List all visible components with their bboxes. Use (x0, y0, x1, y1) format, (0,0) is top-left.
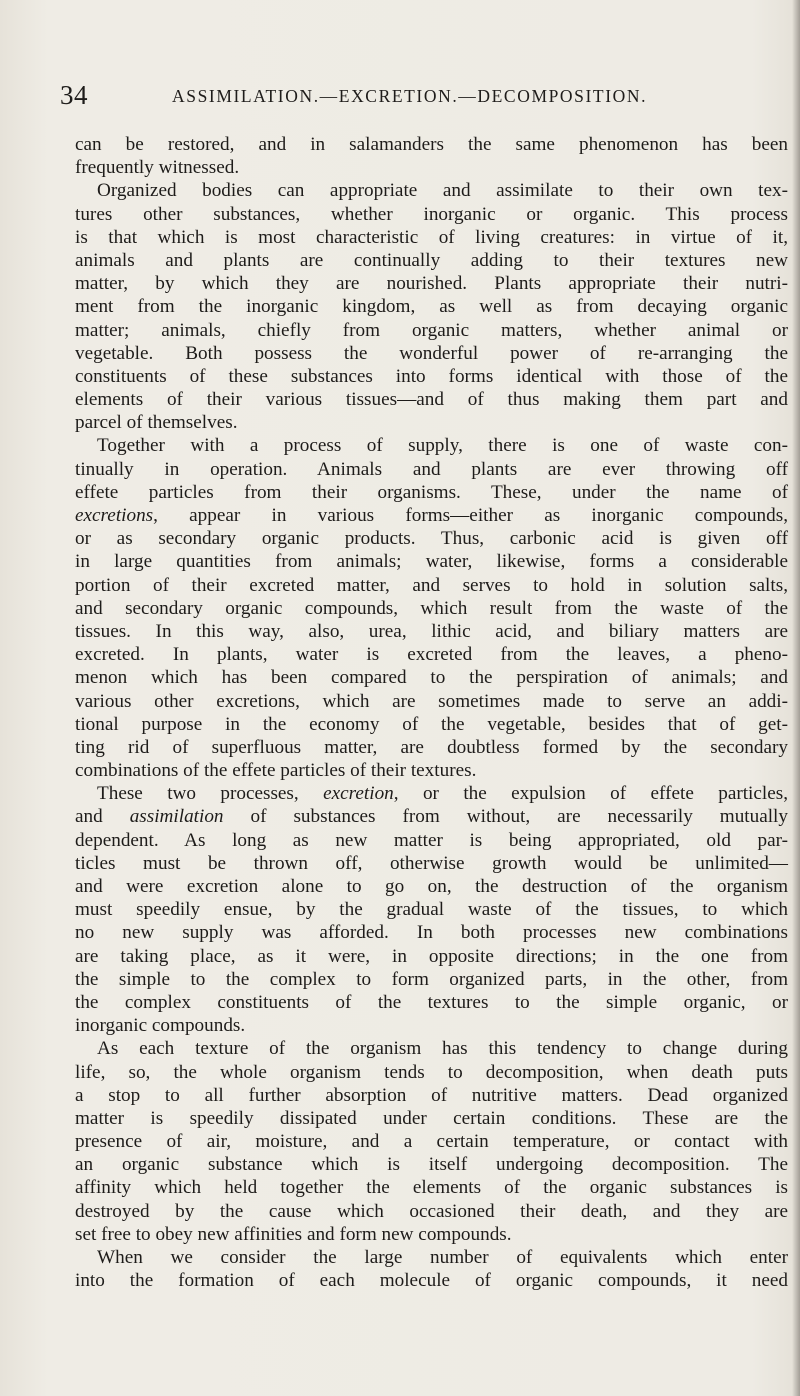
running-title: ASSIMILATION.—EXCRETION.—DECOMPOSITION. (172, 86, 648, 106)
text-line: an organic substance which is itself undergoing decomposition. The (75, 1154, 788, 1176)
text-line: tures other substances, whether inorganic or organic. This process (75, 203, 788, 225)
text-line: menon which has been compared to the perspiration of animals; and (75, 667, 788, 689)
text-segment: , appear in various forms—either as inorganic compounds, (153, 505, 788, 526)
text-line: life, so, the whole organism tends to decomposition, when death puts (75, 1061, 788, 1083)
text-line: combinations of the effete particles of their textures. (75, 760, 477, 782)
text-line: elements of their various tissues—and of thus making them part and (75, 389, 788, 411)
text-line: portion of their excreted matter, and serves to hold in solution salts, (75, 574, 788, 596)
text-line: vegetable. Both possess the wonderful power of re-arranging the (75, 342, 788, 364)
text-line: dependent. As long as new matter is being appropriated, old par- (75, 829, 788, 851)
text-line: destroyed by the cause which occasioned their death, and they are (75, 1200, 788, 1222)
page-number: 34 (60, 80, 88, 110)
text-line: tional purpose in the economy of the vegetable, besides that of get- (75, 713, 788, 735)
text-line: are taking place, as it were, in opposite directions; in the one from (75, 945, 788, 967)
italic-term: excretions (75, 505, 154, 526)
paragraph-first-line: Organized bodies can appropriate and assimilate to their own tex- (97, 180, 788, 202)
text-line: a stop to all further absorption of nutritive matters. Dead organized (75, 1084, 788, 1106)
text-line: and were excretion alone to go on, the destruction of the organism (75, 876, 788, 897)
text-line: ting rid of superfluous matter, are doubtless formed by the secondary (75, 736, 788, 758)
italic-term: excretion (323, 783, 394, 805)
text-line: matter, by which they are nourished. Plants appropriate their nutri- (75, 273, 788, 295)
text-line: inorganic compounds. (75, 1015, 246, 1037)
text-segment: and (75, 806, 130, 828)
paragraph-first-line (75, 782, 788, 805)
text-line: is that which is most characteristic of living creatures: in virtue of it, (75, 226, 788, 248)
text-line: parcel of themselves. (75, 412, 238, 434)
text-line: matter; animals, chiefly from organic matters, whether animal or (75, 319, 788, 341)
text-segment: , or the expulsion of effete particles, (393, 783, 789, 805)
body-text (75, 133, 788, 1292)
text-line (75, 504, 788, 527)
text-line: set free to obey new affinities and form new compounds. (75, 1223, 512, 1245)
text-line: the complex constituents of the textures to the simple organic, or (75, 991, 788, 1013)
italic-term: assimilation (129, 806, 224, 828)
text-line: constituents of these substances into forms identical with those of the (75, 365, 788, 387)
text-segment: These two processes, (97, 783, 324, 805)
text-line: matter is speedily dissipated under certain conditions. These are the (75, 1107, 788, 1129)
text-line: and secondary organic compounds, which result from the waste of the (75, 597, 788, 619)
text-line: effete particles from their organisms. These, under the name of (75, 481, 788, 503)
text-line: can be restored, and in salamanders the same phenomenon has been (75, 134, 788, 155)
text-line: tissues. In this way, also, urea, lithic acid, and biliary matters are (75, 620, 788, 642)
text-line: in large quantities from animals; water, likewise, forms a considerable (75, 551, 788, 573)
text-line: no new supply was afforded. In both processes new combinations (75, 922, 788, 944)
running-head (60, 80, 780, 110)
text-line: ment from the inorganic kingdom, as well as from decaying organic (75, 296, 788, 318)
text-line: must speedily ensue, by the gradual waste of the tissues, to which (75, 899, 788, 921)
text-line: into the formation of each molecule of organic compounds, it need (75, 1270, 788, 1292)
text-line: the simple to the complex to form organized parts, in the other, from (75, 968, 788, 990)
text-line: animals and plants are continually adding to their textures new (75, 249, 788, 271)
text-line: affinity which held together the elements of the organic substances is (75, 1177, 788, 1199)
paragraph-first-line: Together with a process of supply, there is one of waste con- (97, 435, 788, 457)
text-line: excreted. In plants, water is excreted from the leaves, a pheno- (75, 644, 788, 666)
text-line: presence of air, moisture, and a certain temperature, or contact with (75, 1131, 788, 1153)
paragraph-first-line: As each texture of the organism has this tendency to change during (97, 1038, 788, 1060)
text-line: frequently witnessed. (75, 157, 240, 179)
text-line: ticles must be thrown off, otherwise growth would be unlimited— (75, 852, 788, 874)
paragraph-first-line: When we consider the large number of equivalents which enter (97, 1247, 788, 1268)
page-edge-shadow (792, 0, 800, 1396)
text-line: various other excretions, which are sometimes made to serve an addi- (75, 690, 788, 712)
text-line: tinually in operation. Animals and plants are ever throwing off (75, 458, 788, 480)
text-segment: of substances from without, are necessarily mutually (223, 806, 788, 828)
text-line (75, 805, 788, 828)
text-line: or as secondary organic products. Thus, carbonic acid is given off (75, 528, 788, 550)
